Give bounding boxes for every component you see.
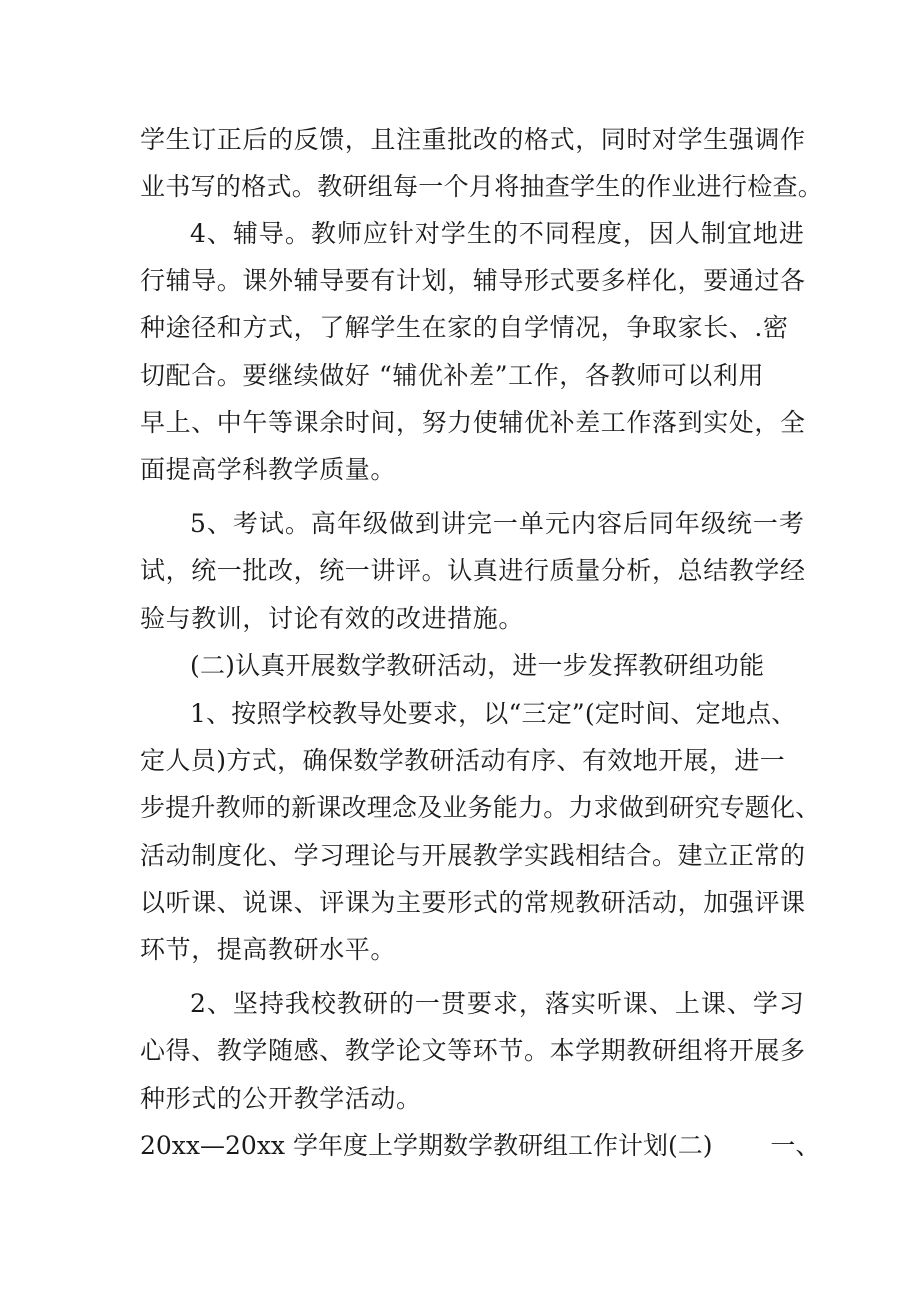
text-line: 面提高学科教学质量。	[140, 455, 397, 484]
text-line: 行辅导。课外辅导要有计划，辅导形式要多样化，要通过各	[140, 266, 806, 295]
text-line: 5、考试。高年级做到讲完一单元内容后同年级统一考	[190, 509, 805, 538]
text-line: 环节，提高教研水平。	[140, 935, 397, 964]
text-line: 早上、中午等课余时间，努力使辅优补差工作落到实处，全	[140, 408, 806, 437]
text-line: 20xx—20xx 学年度上学期数学教研组工作计划(二) 一、	[140, 1131, 821, 1160]
text-line: (二)认真开展数学教研活动，进一步发挥教研组功能	[190, 651, 765, 680]
text-line: 验与教训，讨论有效的改进措施。	[140, 604, 525, 633]
text-line: 4、辅导。教师应针对学生的不同程度，因人制宜地进	[190, 219, 805, 248]
text-line: 学生订正后的反馈，且注重批改的格式，同时对学生强调作	[140, 125, 806, 154]
text-line: 1、按照学校教导处要求，以“三定”(定时间、定地点、	[190, 699, 797, 728]
text-line: 活动制度化、学习理论与开展教学实践相结合。建立正常的	[140, 841, 806, 870]
text-line: 切配合。要继续做好 “辅优补差”工作，各教师可以利用	[140, 361, 765, 390]
text-line: 2、坚持我校教研的一贯要求，落实听课、上课、学习	[190, 989, 805, 1018]
text-line: 定人员)方式，确保数学教研活动有序、有效地开展，进一	[140, 746, 786, 775]
text-line: 心得、教学随感、教学论文等环节。本学期教研组将开展多	[140, 1036, 806, 1065]
text-line: 以听课、说课、评课为主要形式的常规教研活动，加强评课	[140, 888, 806, 917]
text-line: 业书写的格式。教研组每一个月将抽查学生的作业进行检查。	[140, 172, 824, 201]
text-line: 步提升教师的新课改理念及业务能力。力求做到研究专题化、	[140, 793, 821, 822]
text-line: 种途径和方式，了解学生在家的自学情况，争取家长、.密	[140, 313, 789, 342]
text-line: 种形式的公开教学活动。	[140, 1084, 422, 1113]
text-line: 试，统一批改，统一讲评。认真进行质量分析，总结教学经	[140, 556, 806, 585]
